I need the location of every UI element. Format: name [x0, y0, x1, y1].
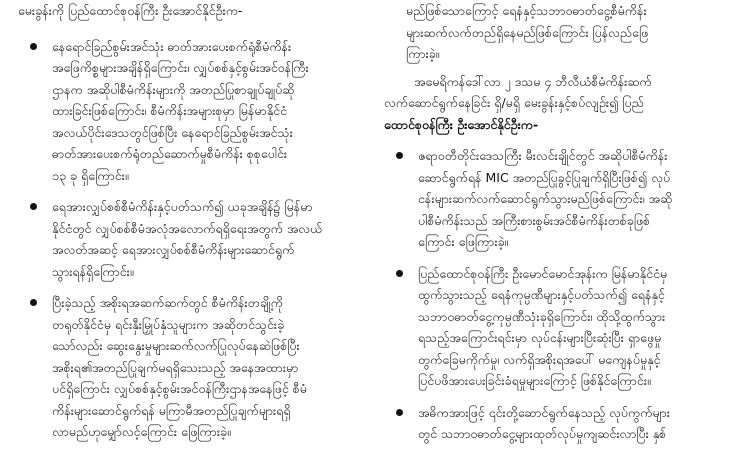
- text-line: ကြားခဲ့။: [406, 46, 440, 61]
- intro-line: မေးခွန်းကို ပြည်ထောင်စုဝန်ကြီး ဦးအောင်နိုင်ဦးက-: [18, 3, 243, 18]
- text-line: မည်ဖြစ်သောကြောင့် ရေနံနှင့်သဘာဝဓာတ်ငွေ့စီမံကိန်း: [406, 3, 647, 18]
- bullet-dot-icon: [30, 43, 37, 50]
- text-line: အလတ်အဆင့် ရေအားလျှပ်စစ်စီမံကိန်းများဆောင်ရွက်: [52, 242, 295, 257]
- text-line: သော်လည်း ဆွေးနွေးမှုများဆက်လက်ပြုလုပ်နေဆဲဖြစ်ပြီး: [52, 338, 300, 353]
- text-line: ပြည်ထောင်စုဝန်ကြီး ဦးမောင်မောင်အုန်းက မြန်မာနိုင်ငံမှ: [418, 265, 668, 281]
- text-line: တရုတ်နိုင်ငံမှ ရင်းနှီးမြှုပ်နှံသူများက အဆိုတင်သွင်းခဲ့: [52, 316, 285, 332]
- text-line: နေရောင်ခြည်စွမ်းအင်သုံး ဓာတ်အားပေးစက်ရုံစီမံကိန်း: [52, 38, 292, 54]
- text-line: ရသည့်အကြောင်းရင်းမှာ လုပ်ငန်းများပြီးဆုံးပြီး ရှာဖွေမှု: [418, 330, 662, 345]
- text-line: အဖြေကိစ္စများအချိန်ရှိကြောင်း၊ လျှပ်စစ်နှင့်စွမ်းအင်ဝန်ကြီး: [52, 60, 309, 75]
- list-item: [18, 36, 362, 187]
- text-line: ဇရာဝတီတိုင်းဒေသကြီး မီးလင်းချိုင်တွင် အဆိုပါစီမံကိန်း: [418, 148, 668, 163]
- list-item: [384, 145, 734, 253]
- text-line: အစိုးရ၏အတည်ပြုချက်မရရှိသေးသည့် အနေအထားမှာ: [52, 359, 299, 375]
- text-line: ဆောင်ရွက်ရန် MIC အတည်ပြုခွင့်ပြုချက်ရှိပြီးဖြစ်၍ လုပ်: [418, 169, 671, 185]
- text-line: ထားခြင်းဖြစ်ကြောင်း၊ စီမံကိန်းအများစုမှာ မြန်မာနိုင်ငံ: [52, 103, 288, 118]
- bullet-dot-icon: [396, 152, 403, 159]
- list-item: [384, 402, 734, 445]
- text-line: အမေရိကန်ဒေါ်လာ ၂ ဒသမ ၄ ဘီလီယံစီမံကိန်းဆက်: [414, 73, 652, 89]
- bullet-dot-icon: [30, 299, 37, 306]
- text-line: သွားရန်ရှိကြောင်း။: [52, 263, 134, 279]
- bullet-dot-icon: [396, 409, 403, 416]
- paragraph: [384, 71, 734, 136]
- text-line: အဓိကအားဖြင့် ၎င်းတို့ဆောင်ရွက်နေသည့် လုပ်ကွက်များ: [418, 404, 670, 420]
- right-column: [384, 0, 734, 445]
- text-line: ၁၃ ခု ရှိကြောင်း။: [52, 167, 129, 183]
- text-line: ဌာနက အဆိုပါစီမံကိန်းများကို အတည်ပြုစာချုပ်ချုပ်ဆို: [52, 81, 295, 97]
- text-line: ထောင်စုဝန်ကြီး ဦးအောင်နိုင်ဦးက-: [384, 116, 539, 132]
- text-line: ရေအားလျှပ်စစ်စီမံကိန်းနှင့်ပတ်သက်၍ ယခုအချိန်၌ မြန်မာ: [52, 199, 313, 214]
- text-line: ဓာတ်အားပေးစက်ရုံတည်ဆောက်မှုစီမံကိန်း စုစုပေါင်း: [52, 146, 288, 161]
- text-line: အလယ်ပိုင်းဒေသတွင်ဖြစ်ပြီး နေရောင်ခြည်စွမ်းအင်သုံး: [52, 124, 293, 140]
- bullet-dot-icon: [30, 203, 37, 210]
- text-line: နိုင်ငံတွင် လျှပ်စစ်စီမံအလုံအလောက်ရရှိရေးအတွက် အလယ်: [52, 220, 323, 236]
- list-item: [18, 292, 362, 443]
- text-line: လက်ဆောင်ရွက်နေခြင်း ရှိ/မရှိ မေးခွန်းနှင့်စပ်လျဉ်း၍ ပြည်: [384, 95, 644, 110]
- text-line: ကြောင်း ဖြေကြားခဲ့။: [418, 234, 509, 249]
- text-line: ထွက်သွားသည့် ရေနံကုမ္ပဏီများနှင့်ပတ်သက်၍ ရေနံနှင့်: [418, 287, 665, 302]
- text-line: သဘာဝဓာတ်ငွေ့ကုမ္ပဏီသုံးခုရှိကြောင်း၊ ထိုသို့ထွက်သွား: [418, 308, 666, 324]
- text-line: များဆက်လက်တည်ရှိနေမည်ဖြစ်ကြောင်း ပြန်လည်ဖြေ: [406, 24, 649, 40]
- text-line: ပင်ရှိကြောင်း လျှပ်စစ်နှင့်စွမ်းအင်ဝန်ကြီးဌာနအနေဖြင့် စီမံ: [52, 381, 307, 396]
- bullet-dot-icon: [396, 270, 403, 277]
- text-line: ပြီးခဲ့သည့် အစိုးရအဆက်ဆက်တွင် စီမံကိန်းတချို့ကို: [52, 295, 283, 310]
- text-line: ကိန်းများဆောင်ရွက်ရန် မကြာမီအတည်ပြုချက်များရရှိ: [52, 402, 291, 418]
- list-item: [384, 263, 734, 392]
- text-line: ငန်းများဆက်လက်ဆောင်ရွက်သွားမည်ဖြစ်ကြောင်း၊ အဆို: [418, 191, 673, 206]
- text-line: တွက်ခြေမကိုက်မှု၊ လက်ရှိအစိုးရအပေါ် မကျေနပ်မှုနှင့်: [418, 351, 661, 367]
- text-line: ပြင်ပဖိအားပေးခြင်းခံရမှုများကြောင့် ဖြစ်နိုင်ကြောင်း။: [418, 373, 651, 388]
- text-line: လာမည်ဟုမျှော်လင့်ကြောင်း ဖြေကြားခဲ့။: [52, 424, 231, 439]
- left-column: [18, 0, 362, 443]
- text-line: တွင် သဘာဝဓာတ်ငွေ့များထုတ်လုပ်မှုကျဆင်းလာပြီး နှစ်: [418, 426, 667, 441]
- text-line: ပါစီမံကိန်းသည် အကြီးစားစွမ်းအင်စီမံကိန်းတစ်ခုဖြစ်: [418, 212, 651, 228]
- list-item: [18, 196, 362, 282]
